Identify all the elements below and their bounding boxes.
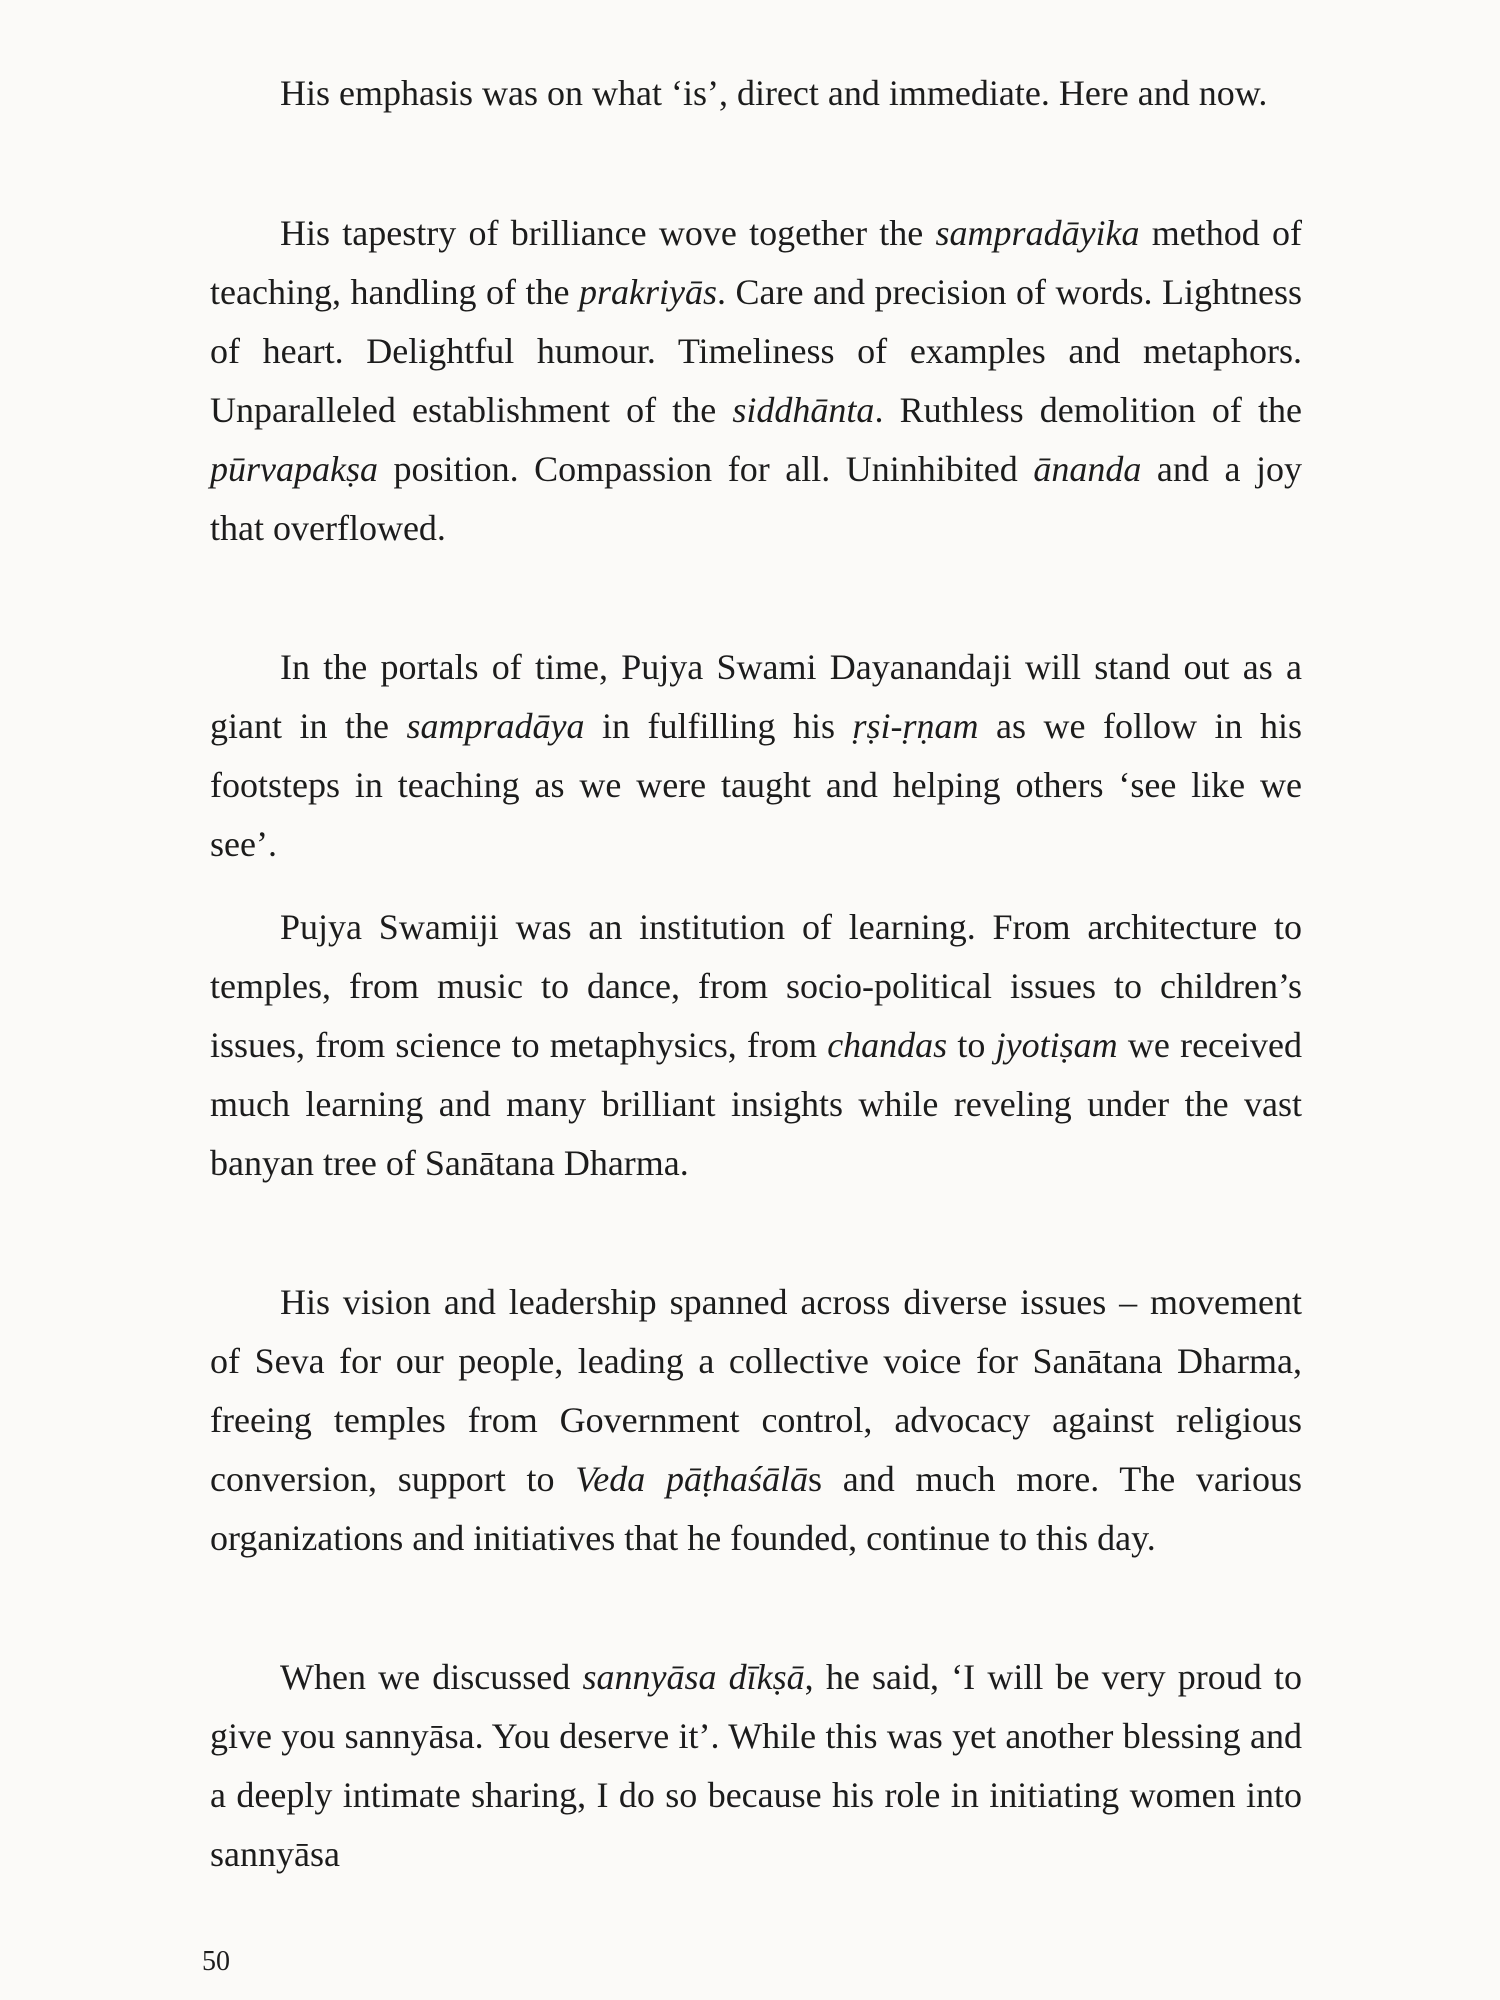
paragraph-sannyasa-diksa xyxy=(210,1648,1302,1884)
text-run: as we follow in his footsteps in teaching as we were taught and helping others ‘see like we see’. xyxy=(210,706,1303,864)
paragraph-tapestry xyxy=(210,204,1302,558)
text-run: we received much learning and many brilliant insights while reveling under the vast banyan tree of Sanātana Dharma. xyxy=(210,1025,1302,1183)
italic-term: ṛṣi-ṛṇam xyxy=(852,706,979,746)
text-run: When we discussed xyxy=(280,1657,583,1697)
italic-term: chandas xyxy=(827,1025,948,1065)
text-run: His emphasis was on what ‘is’, direct and immediate. Here and now. xyxy=(280,73,1268,113)
paragraph-institution-of-learning xyxy=(210,898,1302,1193)
italic-term: jyotiṣam xyxy=(995,1025,1118,1065)
text-run: . Ruthless demolition of the xyxy=(874,390,1302,430)
paragraph-emphasis xyxy=(210,64,1302,123)
paragraph-vision-and-leadership xyxy=(210,1273,1302,1568)
text-run: His vision and leadership spanned across diverse issues – movement of Seva for our people, leading a collective voice for Sanātana Dharma, freeing temples from Government control, advocacy against religious conversion, support to xyxy=(210,1282,1302,1499)
text-run: position. Compassion for all. Uninhibited xyxy=(377,449,1034,489)
text-run: method of teaching, handling of the xyxy=(210,213,1302,312)
text-run: . Care and precision of words. Lightness of heart. Delightful humour. Timeliness of examples and metaphors. Unparalleled establishment of the xyxy=(210,272,1302,430)
text-run: , he said, ‘I will be very proud to give you sannyāsa. You deserve it’. While this was yet another blessing and a deeply intimate sharing, I do so because his role in initiating women into sannyāsa xyxy=(210,1657,1302,1874)
italic-term: prakriyās xyxy=(578,272,717,312)
italic-term: sampradāyika xyxy=(935,213,1140,253)
italic-term: sannyāsa dīkṣā xyxy=(582,1657,805,1697)
page-number: 50 xyxy=(202,1946,230,1977)
text-run: and a joy that overflowed. xyxy=(210,449,1302,548)
text-run: s and much more. The various organizations and initiatives that he founded, continue to this day. xyxy=(210,1459,1302,1558)
italic-term: siddhānta xyxy=(732,390,875,430)
text-run: Pujya Swamiji was an institution of learning. From architecture to temples, from music to dance, from socio-political issues to children’s issues, from science to metaphysics, from xyxy=(210,907,1302,1065)
italic-term: Veda pāṭhaśālā xyxy=(575,1459,808,1499)
paragraph-portals-of-time xyxy=(210,638,1302,874)
text-run: in fulfilling his xyxy=(584,706,853,746)
italic-term: pūrvapakṣa xyxy=(210,449,378,489)
text-run: His tapestry of brilliance wove together the xyxy=(280,213,936,253)
text-run: to xyxy=(947,1025,996,1065)
text-run: In the portals of time, Pujya Swami Dayanandaji will stand out as a giant in the xyxy=(210,647,1302,746)
italic-term: ānanda xyxy=(1033,449,1142,489)
italic-term: sampradāya xyxy=(406,706,585,746)
